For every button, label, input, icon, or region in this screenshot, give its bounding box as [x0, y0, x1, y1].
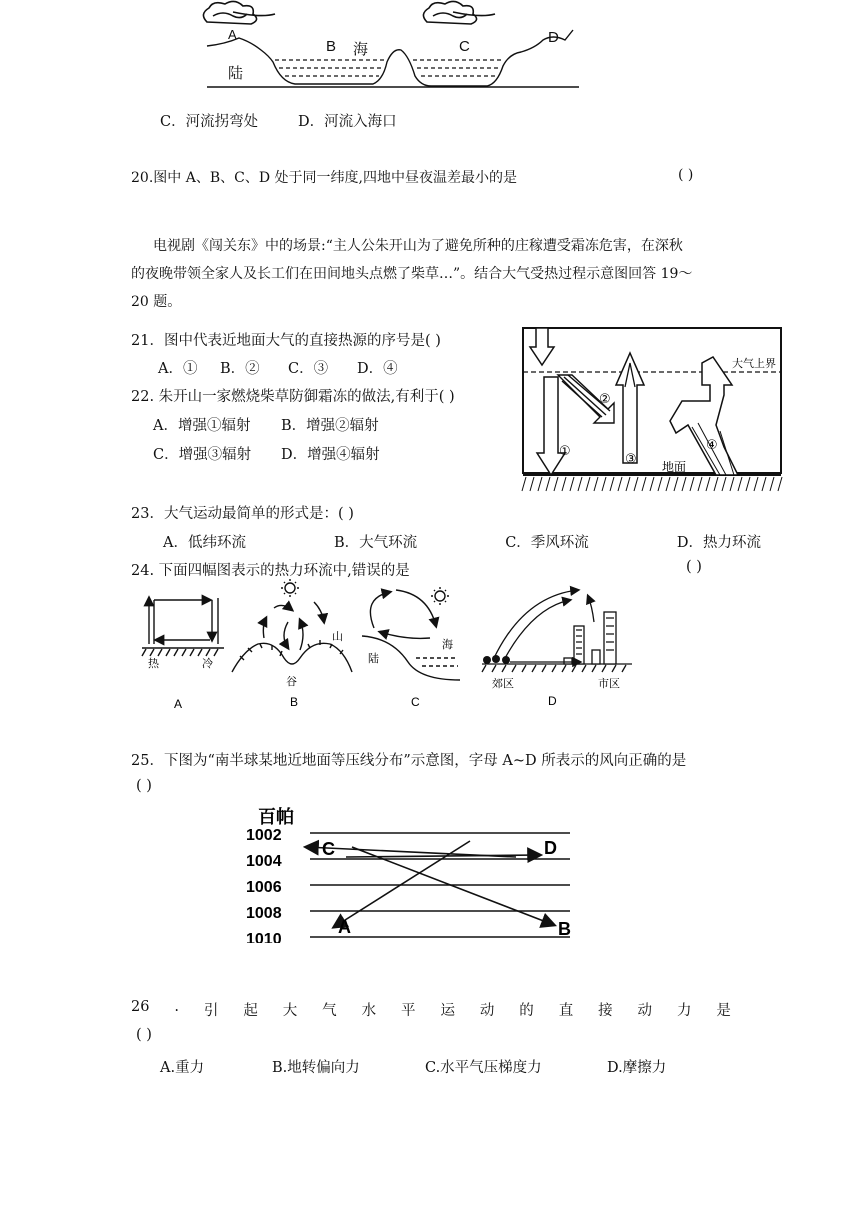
level-1006: 1006	[246, 879, 282, 896]
q23-options	[163, 531, 761, 552]
q22-option-d: D．增强④辐射	[281, 447, 380, 463]
label-suburb: 郊区	[492, 678, 514, 690]
q23-option-b: B．大气环流	[334, 535, 418, 551]
q19-option-d: D．河流入海口	[298, 114, 397, 130]
water-lines	[275, 60, 503, 76]
level-1004: 1004	[246, 853, 282, 870]
label-c: C	[459, 38, 470, 55]
label-city: 市区	[598, 678, 620, 690]
label-a: A	[228, 27, 237, 42]
label-atmosphere-top: 大气上界	[732, 358, 776, 370]
q21-option-c: C．③	[288, 361, 329, 377]
q21-text: 21．图中代表近地面大气的直接热源的序号是( )	[131, 333, 441, 349]
q26-option-d: D.摩擦力	[607, 1060, 667, 1076]
q25-text: 25．下图为“南半球某地近地面等压线分布”示意图，字母 A~D 所表示的风向正确的是	[131, 753, 687, 769]
diagram-a	[142, 598, 224, 656]
q22-option-c: C．增强③辐射	[153, 447, 252, 463]
level-1010: 1010	[246, 931, 282, 943]
cloud-icon	[203, 1, 275, 24]
label-c: C	[322, 839, 335, 859]
label-ground: 地面	[662, 460, 687, 474]
caption-b: B	[290, 695, 299, 709]
caption-c: C	[411, 695, 420, 709]
label-b: B	[326, 38, 337, 55]
label-hot: 热	[148, 658, 159, 670]
label-b: B	[558, 919, 571, 939]
sea-land-figure	[195, 0, 595, 96]
q23-text: 23．大气运动最简单的形式是：( )	[131, 506, 354, 522]
q20-text: 20.图中 A、B、C、D 处于同一纬度,四地中昼夜温差最小的是	[131, 170, 517, 186]
level-1002: 1002	[246, 827, 282, 844]
q22-text: 22. 朱开山一家燃烧柴草防御霜冻的做法,有利于( )	[131, 389, 455, 405]
passage-line-1: 电视剧《闯关东》中的场景:“主人公朱开山为了避免所种的庄稼遭受霜冻危害，在深秋	[153, 238, 683, 254]
label-3: ③	[625, 451, 637, 466]
label-cold: 冷	[202, 658, 213, 670]
q21-option-d: D．④	[357, 361, 398, 377]
label-a: A	[338, 917, 351, 937]
q21-option-a: A．①	[158, 361, 198, 377]
q26-option-b: B.地转偏向力	[272, 1060, 360, 1076]
label-d: D	[548, 29, 559, 46]
label-land: 陆	[228, 65, 244, 82]
thermal-circulation-figure	[140, 578, 640, 712]
q25-answer-paren: ( )	[136, 778, 152, 794]
label-sea: 海	[442, 639, 453, 651]
caption-a: A	[174, 697, 183, 711]
q26-option-c: C.水平气压梯度力	[425, 1060, 542, 1076]
trees-icon	[483, 655, 510, 664]
passage-line-3: 20 题。	[131, 294, 182, 310]
label-4: ④	[706, 437, 718, 452]
q20-answer-paren: ( )	[678, 167, 694, 183]
label-1: ①	[559, 443, 571, 458]
label-2: ②	[599, 391, 611, 406]
q24-answer-paren: ( )	[686, 559, 702, 575]
label-sea: 海	[353, 41, 369, 58]
passage-line-2: 的夜晚带领全家人及长工们在田间地头点燃了柴草…”。结合大气受热过程示意图回答 19～	[131, 266, 693, 282]
q23-option-a: A．低纬环流	[163, 535, 246, 551]
level-1008: 1008	[246, 905, 282, 922]
q26-option-a: A.重力	[160, 1060, 205, 1076]
diagram-c	[362, 587, 460, 680]
label-valley: 谷	[286, 676, 297, 688]
q19-option-c: C．河流拐弯处	[160, 114, 259, 130]
q22-option-b: B．增强②辐射	[281, 418, 379, 434]
q23-option-d: D．热力环流	[676, 535, 761, 551]
diagram-b	[232, 579, 352, 672]
q23-option-c: C．季风环流	[505, 535, 589, 551]
q24-text: 24. 下面四幅图表示的热力环流中,错误的是	[131, 563, 410, 579]
caption-d: D	[548, 694, 557, 708]
q26-answer-paren: ( )	[136, 1027, 152, 1043]
unit-label: 百帕	[258, 807, 294, 827]
cloud-icon	[423, 1, 495, 24]
label-land: 陆	[368, 653, 379, 665]
q21-option-b: B．②	[220, 361, 260, 377]
label-d: D	[544, 838, 557, 858]
atmospheric-heating-figure	[520, 325, 784, 495]
ground-label	[662, 459, 686, 474]
isobar-figure	[240, 803, 585, 943]
label-mountain: 山	[332, 631, 343, 643]
q22-option-a: A．增强①辐射	[153, 418, 251, 434]
land-profile	[207, 30, 573, 86]
q26-text: 26 . 引 起 大 气 水 平 运 动 的 直 接 动 力 是	[131, 999, 731, 1019]
